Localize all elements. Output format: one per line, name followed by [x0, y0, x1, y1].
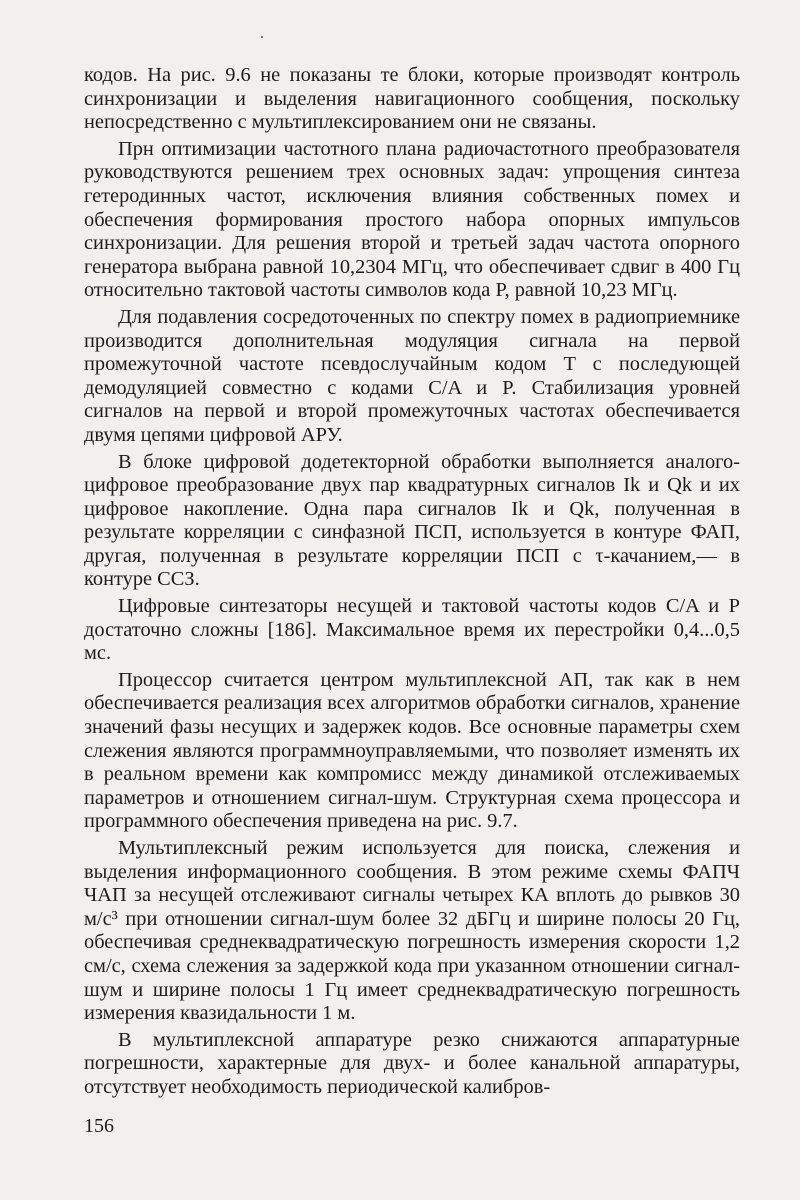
- page-number: 156: [84, 1115, 114, 1137]
- paragraph-8: В мультиплексной аппаратуре резко снижаются аппаратурные погрешности, характерные для двух- и более канальной аппаратуры, отсутствует необходимость периодической калибров-: [84, 1028, 740, 1098]
- print-speck: [261, 36, 263, 38]
- paragraph-7: Мультиплексный режим используется для поиска, слежения и выделения информационного сообщения. В этом режиме схемы ФАПЧ ЧАП за несущей отслеживают сигналы четырех КА вплоть до рывков 30 м/с³ при отношении сигнал-шум более 32 дБГц и ширине полосы 20 Гц, обеспечивая среднеквадратическую погрешность измерения скорости 1,2 см/с, схема слежения за задержкой кода при указанном отношении сигнал-шум и ширине полосы 1 Гц имеет среднеквадратическую погрешность измерения квазидальности 1 м.: [84, 837, 740, 1025]
- paragraph-3: Для подавления сосредоточенных по спектру помех в радиоприемнике производится дополнительная модуляция сигнала на первой промежуточной частоте псевдослучайным кодом T с последующей демодуляцией совместно с кодами C/A и P. Стабилизация уровней сигналов на первой и второй промежуточных частотах обеспечивается двумя цепями цифровой АРУ.: [84, 305, 740, 446]
- paragraph-2: Прн оптимизации частотного плана радиочастотного преобразователя руководствуются решением трех основных задач: упрощения синтеза гетеродинных частот, исключения влияния собственных помех и обеспечения формирования простого набора опорных импульсов синхронизации. Для решения второй и третьей задач частота опорного генератора выбрана равной 10,2304 МГц, что обеспечивает сдвиг в 400 Гц относительно тактовой частоты символов кода P, равной 10,23 МГц.: [84, 137, 740, 302]
- page-body: [84, 64, 740, 1103]
- paragraph-5: Цифровые синтезаторы несущей и тактовой частоты кодов C/A и P достаточно сложны [186]. Максимальное время их перестройки 0,4...0,5 мс.: [84, 595, 740, 665]
- paragraph-6: Процессор считается центром мультиплексной АП, так как в нем обеспечивается реализация всех алгоритмов обработки сигналов, хранение значений фазы несущих и задержек кодов. Все основные параметры схем слежения являются программноуправляемыми, что позволяет изменять их в реальном времени как компромисс между динамикой отслеживаемых параметров и отношением сигнал-шум. Структурная схема процессора и программного обеспечения приведена на рис. 9.7.: [84, 668, 740, 833]
- paragraph-1: кодов. На рис. 9.6 не показаны те блоки, которые производят контроль синхронизации и выделения навигационного сообщения, поскольку непосредственно с мультиплексированием они не связаны.: [84, 64, 740, 134]
- paragraph-4: В блоке цифровой додетекторной обработки выполняется аналого-цифровое преобразование двух пар квадратурных сигналов Ik и Qk и их цифровое накопление. Одна пара сигналов Ik и Qk, полученная в результате корреляции с синфазной ПСП, используется в контуре ФАП, другая, полученная в результате корреляции ПСП с τ-качанием,— в контуре ССЗ.: [84, 450, 740, 591]
